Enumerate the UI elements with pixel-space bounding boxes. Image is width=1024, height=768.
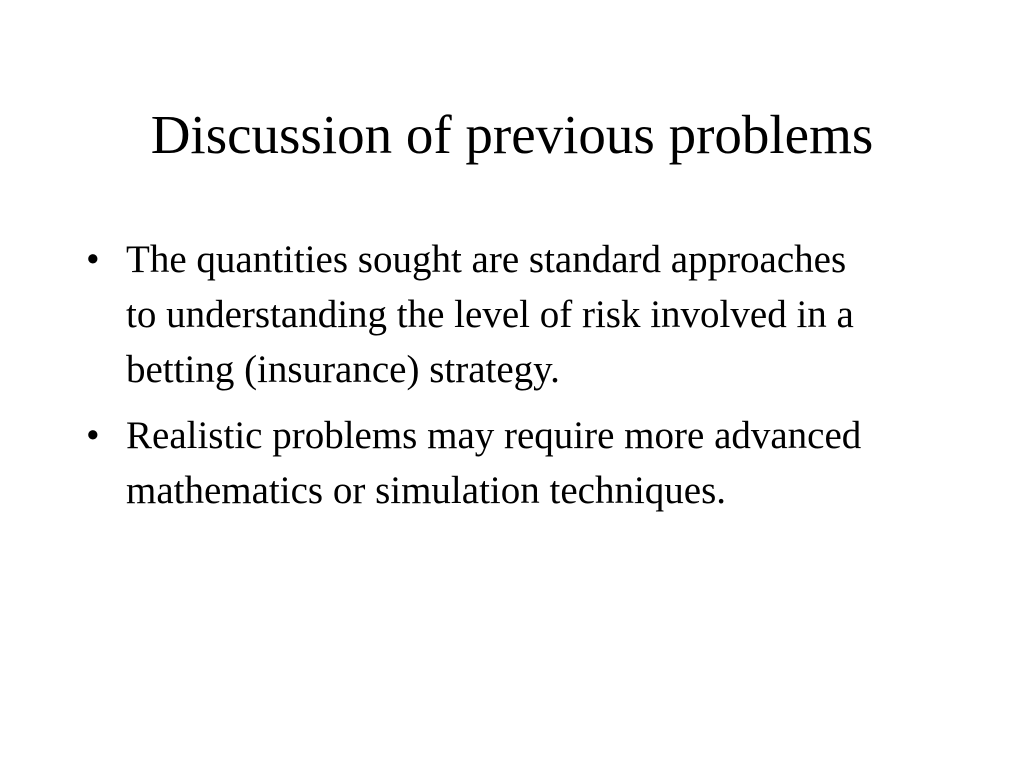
bullet-item: [86, 232, 886, 397]
slide-title: Discussion of previous problems: [150, 104, 874, 165]
bullet-text: Realistic problems may require more advanced mathematics or simulation techniques.: [126, 414, 862, 512]
bullet-text: The quantities sought are standard approaches to understanding the level of risk involved in a betting (insurance) strategy.: [126, 238, 854, 391]
bullet-list: [86, 232, 886, 529]
bullet-item: [86, 408, 886, 518]
bullet-dot-icon: •: [86, 414, 100, 457]
bullet-dot-icon: •: [86, 238, 100, 281]
